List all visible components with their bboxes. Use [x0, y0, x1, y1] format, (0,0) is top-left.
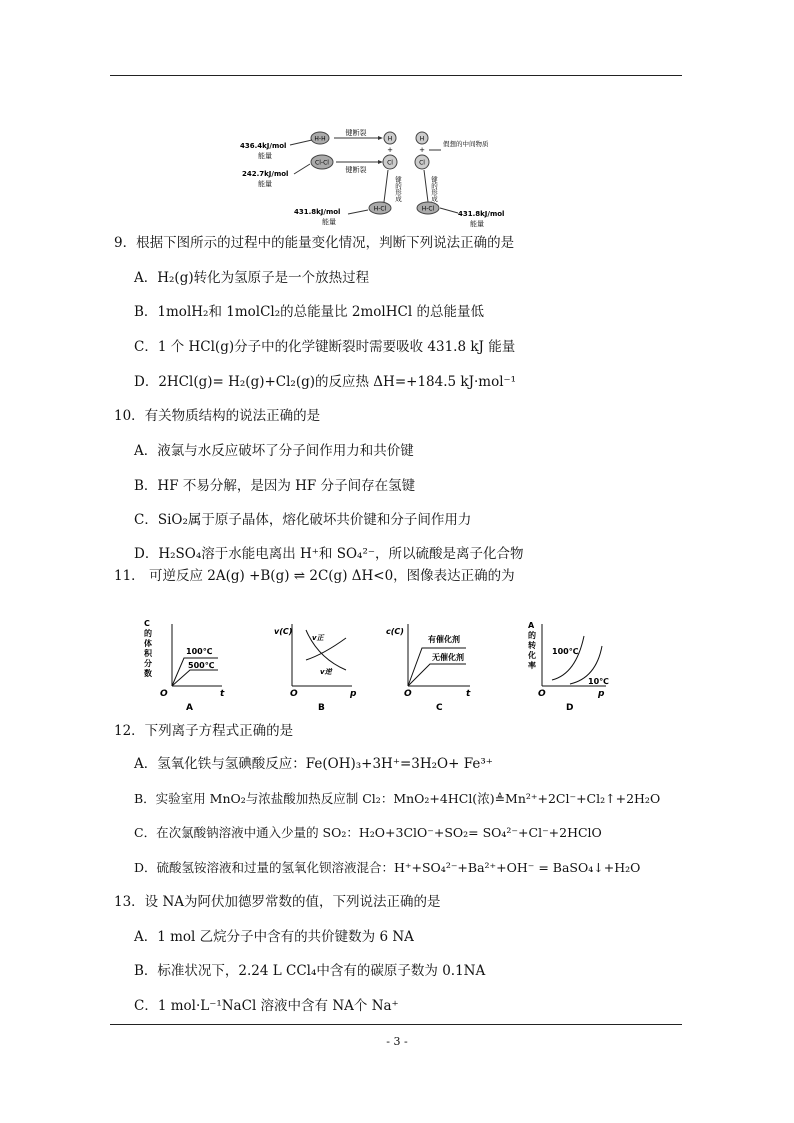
graph-a-ylabel: C 的体积分数 [144, 619, 152, 678]
graph-a-temp2: 500℃ [188, 661, 215, 670]
plus-1: + [387, 146, 393, 154]
energy-unit-1: 能量 [258, 152, 272, 160]
q12-stem: 12．下列离子方程式正确的是 [114, 723, 294, 739]
graph-c-nocatalyst: 无催化剂 [432, 653, 464, 662]
graph-a-origin: O [160, 689, 168, 699]
graph-d-letter: D [566, 703, 574, 713]
q10-option-c: C．SiO₂属于原子晶体，熔化破坏共价键和分子间作用力 [134, 512, 472, 528]
formation-label-1: 键的形成 [394, 176, 402, 202]
q13-option-c: C．1 mol·L⁻¹NaCl 溶液中含有 NA个 Na⁺ [134, 998, 399, 1014]
break-label-2: 键断裂 [345, 166, 367, 174]
hcl-molecule-2: H-Cl [421, 205, 435, 213]
graph-a-letter: A [186, 703, 193, 713]
q13-option-a: A．1 mol 乙烷分子中含有的共价键数为 6 NA [134, 929, 414, 945]
graph-d-temp2: 10℃ [588, 677, 609, 686]
graph-c-catalyst: 有催化剂 [428, 635, 460, 644]
graph-c [386, 624, 471, 713]
graph-c-xlabel: t [466, 689, 471, 699]
hypothetical-label: 假想的中间物质 [443, 140, 489, 148]
q13-option-b: B．标准状况下，2.24 L CCl₄中含有的碳原子数为 0.1NA [134, 963, 486, 979]
page-number: - 3 - [386, 1035, 408, 1048]
graph-b-xlabel: p [350, 689, 357, 699]
graph-c-letter: C [436, 703, 443, 713]
energy-value-3: 431.8kJ/mol [294, 208, 341, 216]
graph-a [143, 619, 225, 713]
q10-option-d: D．H₂SO₄溶于水能电离出 H⁺和 SO₄²⁻，所以硫酸是离子化合物 [134, 546, 524, 562]
graph-d-temp1: 100℃ [552, 647, 579, 656]
hcl-molecule-1: H-Cl [373, 205, 387, 213]
h-atom-2: H [419, 135, 425, 143]
graph-d-origin: O [538, 689, 546, 699]
q9-option-d: D．2HCl(g)= H₂(g)+Cl₂(g)的反应热 ΔH=+184.5 kJ·mol⁻¹ [134, 374, 517, 390]
q12-option-c: C．在次氯酸钠溶液中通入少量的 SO₂：H₂O+3ClO⁻+SO₂= SO₄²⁻+Cl⁻+2HClO [134, 825, 602, 840]
graph-c-ylabel: c(C) [386, 627, 404, 636]
q11-graphs [140, 618, 620, 714]
break-label-1: 键断裂 [345, 129, 367, 137]
q13-stem: 13．设 NA为阿伏加德罗常数的值，下列说法正确的是 [114, 894, 441, 910]
energy-value-1: 436.4kJ/mol [240, 142, 287, 150]
graph-b-origin: O [290, 689, 298, 699]
graph-d [527, 621, 609, 713]
q12-option-d: D．硫酸氢铵溶液和过量的氢氧化钡溶液混合：H⁺+SO₄²⁻+Ba²⁺+OH⁻ = BaSO₄↓+H₂O [134, 860, 641, 875]
header-rule [110, 75, 682, 76]
q10-option-b: B．HF 不易分解，是因为 HF 分子间存在氢键 [134, 478, 416, 494]
graph-d-ylabel: A 的转化率 [528, 621, 536, 670]
plus-2: + [419, 146, 425, 154]
graph-d-xlabel: p [598, 689, 605, 699]
cl-atom-1: Cl [387, 159, 393, 167]
q10-stem: 10．有关物质结构的说法正确的是 [114, 408, 321, 424]
energy-unit-4: 能量 [470, 220, 484, 228]
formation-label-2: 键的形成 [430, 176, 438, 202]
q11-stem: 11． 可逆反应 2A(g) +B(g) ⇌ 2C(g) ΔH<0，图像表达正确的为 [114, 568, 515, 584]
q9-stem: 9．根据下图所示的过程中的能量变化情况，判断下列说法正确的是 [114, 235, 515, 251]
graph-a-xlabel: t [220, 689, 225, 699]
energy-diagram [238, 128, 518, 230]
graph-b [274, 624, 357, 713]
graph-b-vzheng: v正 [312, 634, 324, 642]
q12-option-b: B．实验室用 MnO₂与浓盐酸加热反应制 Cl₂：MnO₂+4HCl(浓)≜Mn²⁺+2Cl⁻+Cl₂↑+2H₂O [134, 791, 661, 806]
graph-b-ylabel: v(C) [274, 627, 293, 636]
q9-option-b: B．1molH₂和 1molCl₂的总能量比 2molHCl 的总能量低 [134, 304, 484, 320]
graph-b-letter: B [318, 703, 325, 713]
clcl-molecule: Cl-Cl [315, 159, 329, 167]
graph-b-vni: v逆 [320, 668, 332, 676]
energy-value-2: 242.7kJ/mol [242, 170, 289, 178]
q9-option-c: C．1 个 HCl(g)分子中的化学键断裂时需要吸收 431.8 kJ 能量 [134, 339, 516, 355]
hh-molecule: H-H [314, 135, 326, 143]
graph-a-temp1: 100℃ [186, 647, 213, 656]
q9-option-a: A．H₂(g)转化为氢原子是一个放热过程 [134, 270, 370, 286]
q12-option-a: A．氢氧化铁与氢碘酸反应：Fe(OH)₃+3H⁺=3H₂O+ Fe³⁺ [134, 756, 493, 772]
graph-c-origin: O [404, 689, 412, 699]
energy-unit-3: 能量 [322, 218, 336, 226]
energy-value-4: 431.8kJ/mol [458, 210, 505, 218]
cl-atom-2: Cl [419, 159, 425, 167]
footer-rule [110, 1024, 682, 1025]
h-atom-1: H [387, 135, 393, 143]
energy-unit-2: 能量 [258, 180, 272, 188]
q10-option-a: A．液氯与水反应破坏了分子间作用力和共价键 [134, 443, 414, 459]
